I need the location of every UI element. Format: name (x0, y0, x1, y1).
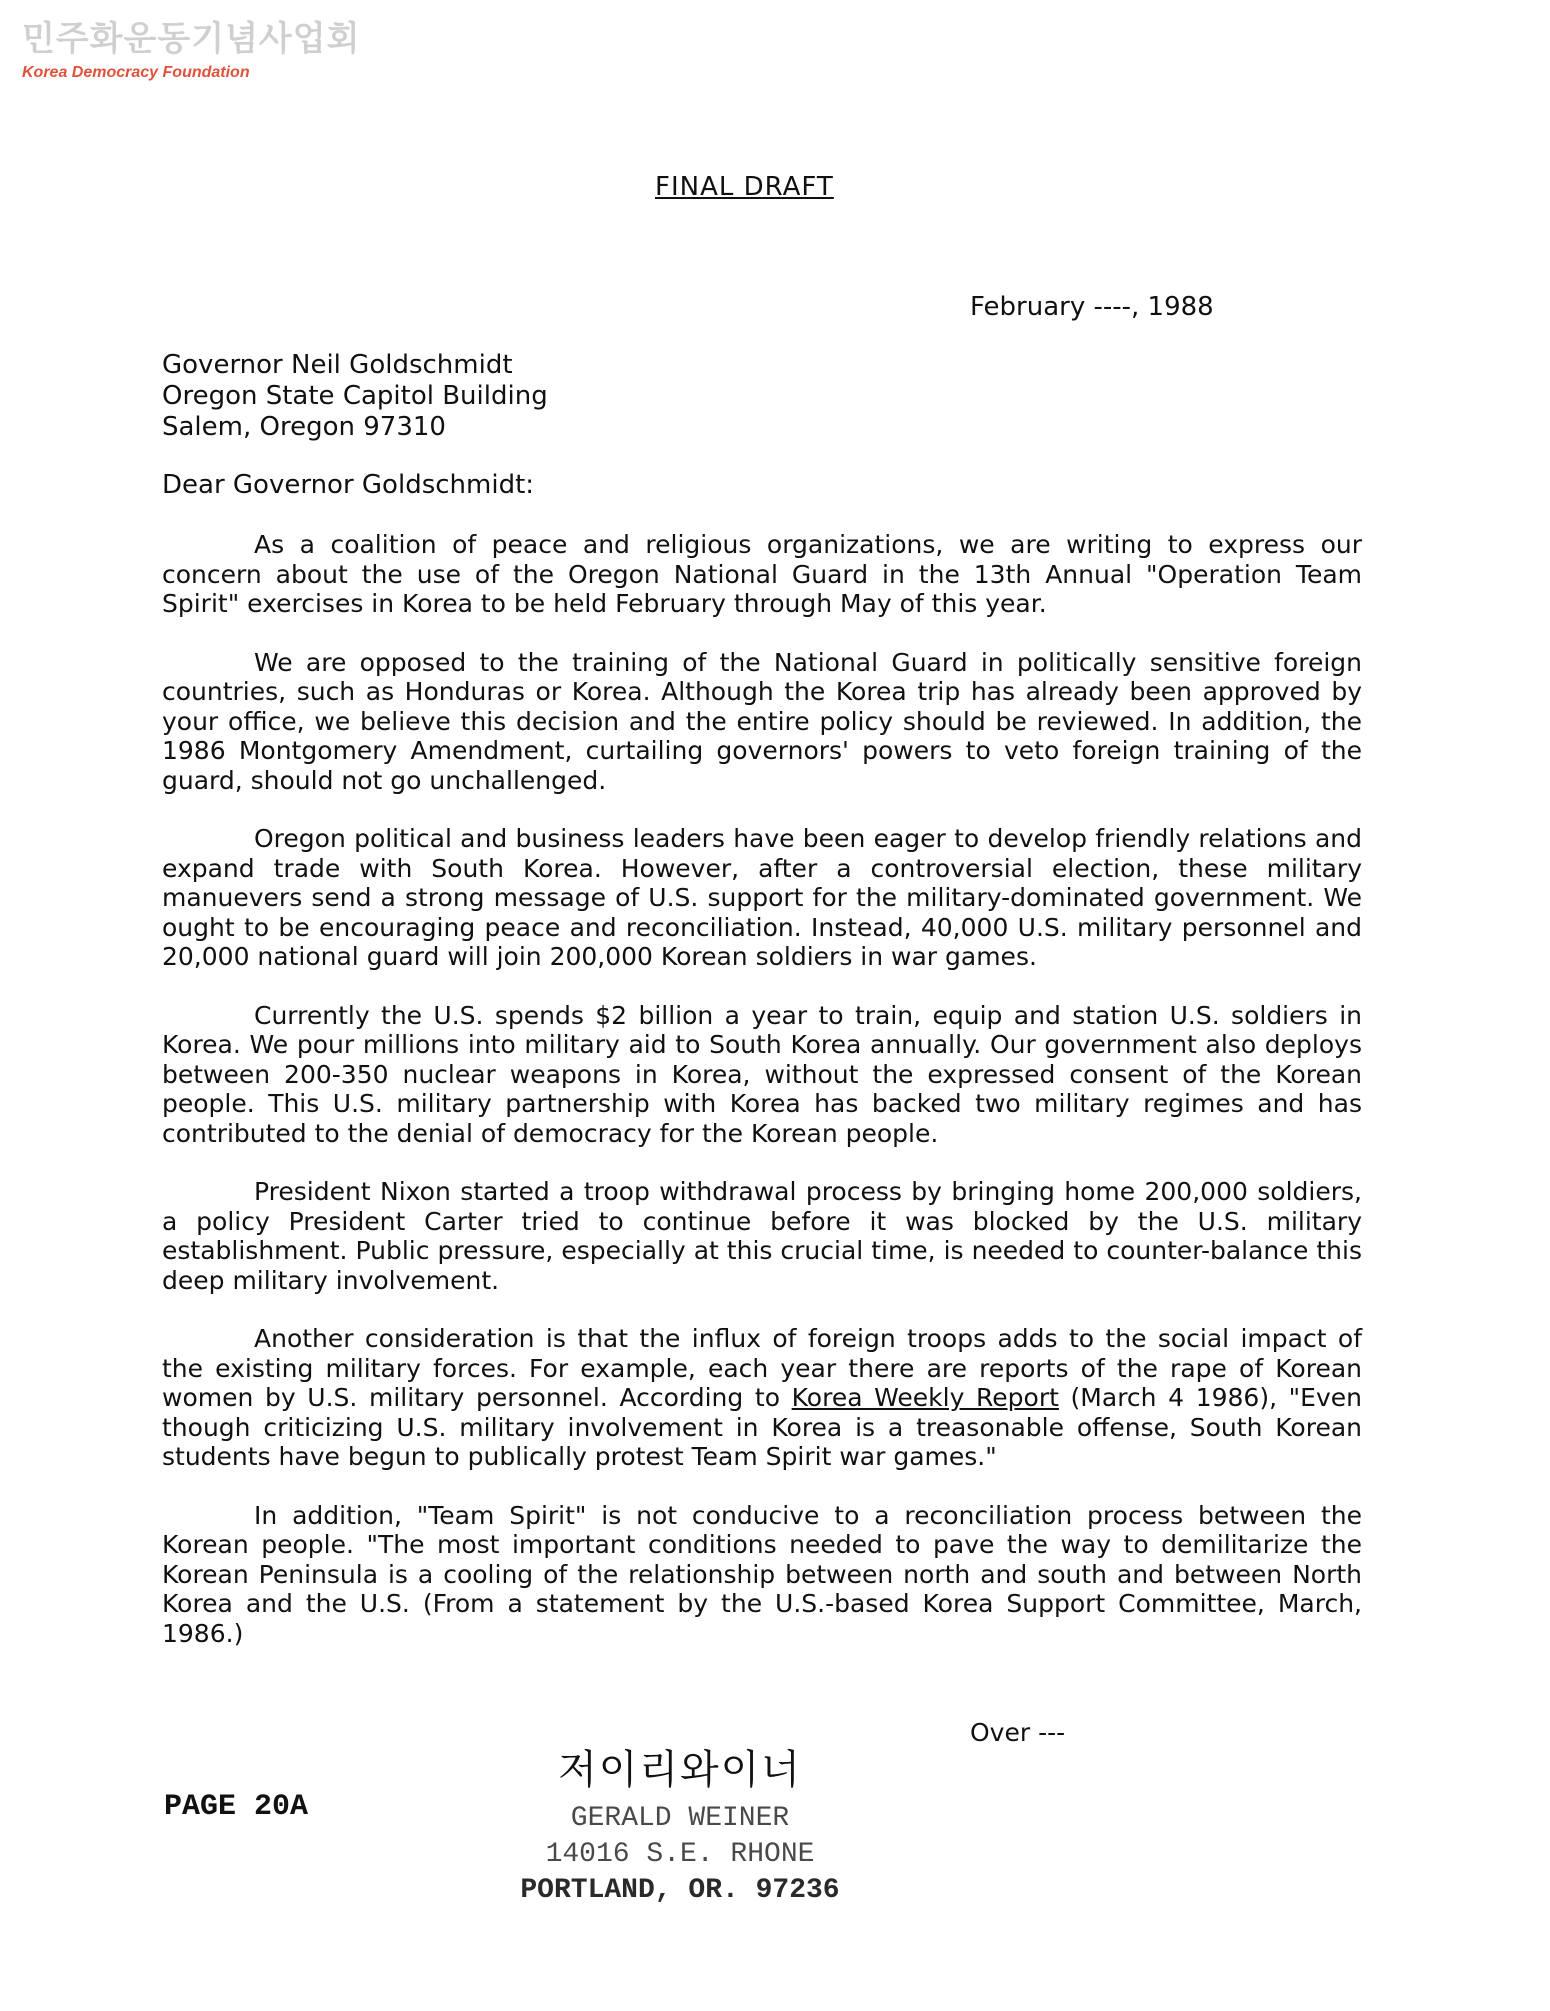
stamp-name: GERALD WEINER (570, 1803, 790, 1834)
address-line: Salem, Oregon 97310 (162, 412, 446, 442)
watermark-english-text: Korea Democracy Foundation (22, 64, 250, 81)
handwritten-signature: 저이리와이너 (558, 1747, 802, 1793)
paragraph-text: (March 4 1986), "Even though criticizing U.S. military involvement in Korea is a treasonable offense, South Korean students have begun to publically protest Team Spirit war games." (162, 1383, 1362, 1471)
paragraph: President Nixon started a troop withdrawal process by bringing home 200,000 soldiers, a policy President Carter tried to continue before it was blocked by the U.S. military establishment. Public pressure, especially at this crucial time, is needed to counter-balance this deep military involvement. (162, 1177, 1362, 1295)
recipient-address (162, 350, 548, 443)
paragraph: We are opposed to the training of the National Guard in politically sensitive foreign countries, such as Honduras or Korea. Although the Korea trip has already been approved by your office, we believe this decision and the entire policy should be reviewed. In addition, the 1986 Montgomery Amendment, curtailing governors' powers to veto foreign training of the guard, should not go unchallenged. (162, 647, 1362, 795)
continuation-note: Over --- (970, 1718, 1066, 1747)
publication-title: Korea Weekly Report (791, 1383, 1059, 1412)
stamp-street: 14016 S.E. RHONE (545, 1839, 815, 1870)
paragraph: Currently the U.S. spends $2 billion a year to train, equip and station U.S. soldiers in Korea. We pour millions into military aid to South Korea annually. Our government also deploys between 200-350 nuclear weapons in Korea, without the expressed consent of the Korean people. This U.S. military partnership with Korea has backed two military regimes and has contributed to the denial of democracy for the Korean people. (162, 1000, 1362, 1148)
document-heading: FINAL DRAFT (655, 172, 834, 202)
address-line: Oregon State Capitol Building (162, 381, 548, 411)
address-stamp (500, 1738, 860, 1909)
watermark-korean-text: 민주화운동기념사업회 (22, 19, 361, 59)
letter-body (162, 530, 1362, 1648)
paragraph: Oregon political and business leaders have been eager to develop friendly relations and expand trade with South Korea. However, after a controversial election, these military manuevers send a strong message of U.S. support for the military-dominated government. We ought to be encouraging peace and reconciliation. Instead, 40,000 U.S. military personnel and 20,000 national guard will join 200,000 Korean soldiers in war games. (162, 824, 1362, 971)
stamp-city: PORTLAND, OR. 97236 (520, 1875, 840, 1906)
watermark-logo (22, 18, 360, 82)
paragraph: As a coalition of peace and religious organizations, we are writing to express our concern about the use of the Oregon National Guard in the 13th Annual "Operation Team Spirit" exercises in Korea to be held February through May of this year. (162, 530, 1362, 618)
paragraph (162, 1324, 1362, 1472)
salutation: Dear Governor Goldschmidt: (162, 470, 535, 500)
letter-date: February ----, 1988 (970, 292, 1214, 322)
paragraph-text: Another consideration is that the influx of foreign troops adds to the social impact of the existing military forces. For example, each year there are reports of the rape of Korean women by U.S. military personnel. According to (162, 1324, 1362, 1412)
paragraph: In addition, "Team Spirit" is not conducive to a reconciliation process between the Korean people. "The most important conditions needed to pave the way to demilitarize the Korean Peninsula is a cooling of the relationship between north and south and between North Korea and the U.S. (From a statement by the U.S.-based Korea Support Committee, March, 1986.) (162, 1500, 1362, 1648)
page-number: PAGE 20A (164, 1790, 309, 1824)
address-line: Governor Neil Goldschmidt (162, 350, 513, 380)
